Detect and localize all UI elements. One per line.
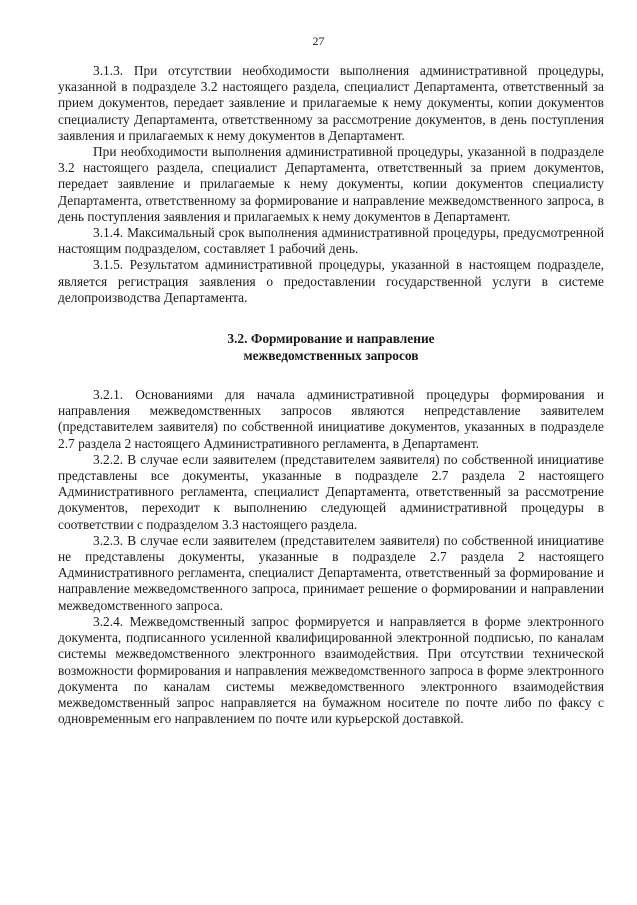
paragraph-3-2-2: 3.2.2. В случае если заявителем (представителем заявителя) по собственной инициативе представлены все документы, указанные в подразделе 2.7 раздела 2 настоящего Административного регламента, специалист Департамента, ответственный за рассмотрение документов, переходит к выполнению следующей административной процедуры в соответствии с подразделом 3.3 настоящего раздела.	[58, 451, 604, 532]
paragraph-3-1-3: 3.1.3. При отсутствии необходимости выполнения административной процедуры, указанной в подразделе 3.2 настоящего раздела, специалист Департамента, ответственный за прием документов, передает заявление и прилагаемые к нему документы, копии документов специалисту Департамента, ответственному за рассмотрение документов, в день поступления заявления и прилагаемых к нему документов в Департамент.	[58, 63, 604, 143]
paragraph-3-2-4: 3.2.4. Межведомственный запрос формируется и направляется в форме электронного документа, подписанного усиленной квалифицированной электронной подписью, по каналам системы межведомственного электронного взаимодействия. При отсутствии технической возможности формирования и направления межведомственного запроса в форме электронного документа по каналам системы межведомственного электронного взаимодействия межведомственный запрос направляется на бумажном носителе по почте либо по факсу с одновременным его направлением по почте или курьерской доставкой.	[58, 613, 604, 727]
document-body	[58, 63, 604, 727]
paragraph-3-2-1: 3.2.1. Основаниями для начала административной процедуры формирования и направления межведомственных запросов являются непредставление заявителем (представителем заявителя) по собственной инициативе документов, указанных в подразделе 2.7 раздела 2 настоящего Административного регламента, в Департамент.	[58, 387, 604, 451]
paragraph-3-1-3-continued: При необходимости выполнения административной процедуры, указанной в подразделе 3.2 настоящего раздела, специалист Департамента, ответственный за прием документов, передает заявление и прилагаемые к нему документы, копии документов специалисту Департамента, ответственному за формирование и направление межведомственного запроса, в день поступления заявления и прилагаемых к нему документов в Департамент.	[58, 144, 604, 224]
paragraph-3-2-3: 3.2.3. В случае если заявителем (представителем заявителя) по собственной инициативе не представлены документы, указанные в подразделе 2.7 раздела 2 настоящего Административного регламента, специалист Департамента, ответственный за формирование и направление межведомственного запроса, принимает решение о формировании и направлении межведомственного запроса.	[58, 532, 604, 613]
section-heading-3-2	[58, 331, 604, 364]
paragraph-3-1-5: 3.1.5. Результатом административной процедуры, указанной в настоящем подразделе, является регистрация заявления о предоставлении государственной услуги в системе делопроизводства Департамента.	[58, 257, 604, 305]
section-heading-line-2: межведомственных запросов	[243, 347, 419, 363]
paragraph-3-1-4: 3.1.4. Максимальный срок выполнения административной процедуры, предусмотренной настоящим подразделом, составляет 1 рабочий день.	[58, 225, 604, 257]
page-number: 27	[312, 34, 325, 48]
section-heading-line-1: 3.2. Формирование и направление	[227, 331, 435, 347]
